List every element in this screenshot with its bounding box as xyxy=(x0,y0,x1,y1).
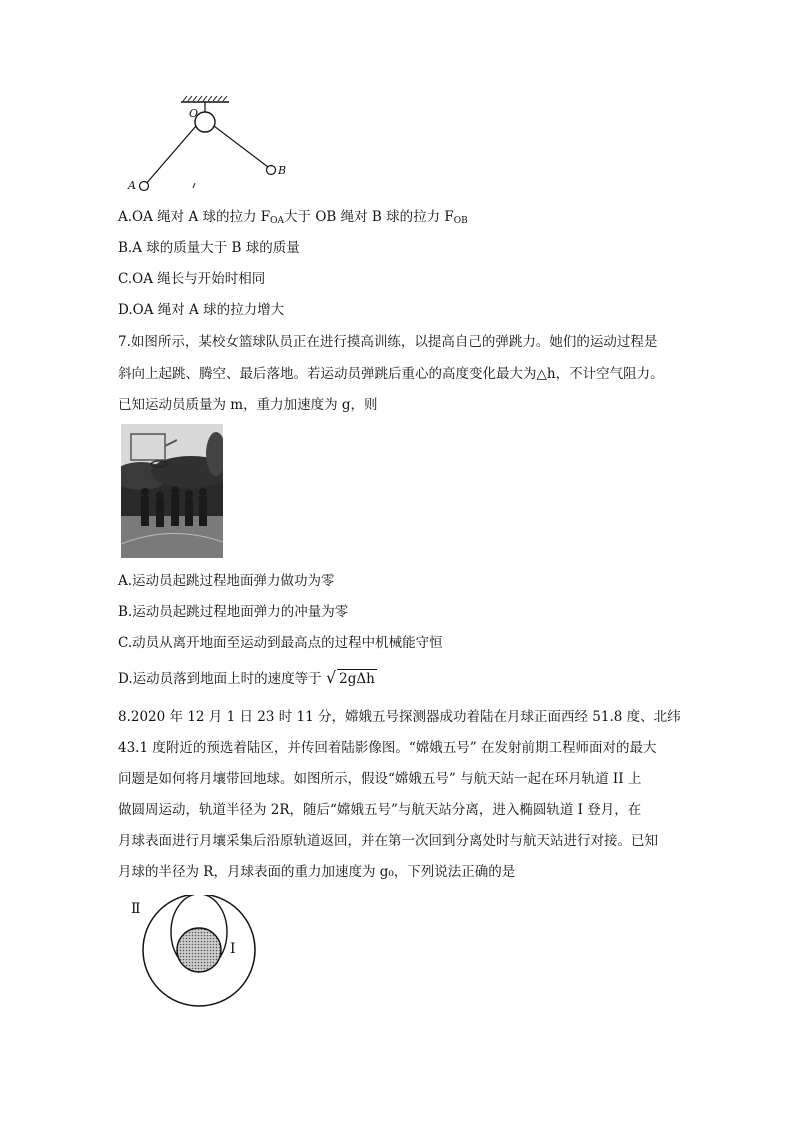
label-a: A xyxy=(128,179,136,192)
q6-option-d: D.OA 绳对 A 球的拉力增大 xyxy=(118,302,285,318)
q8-stem-line-3: 问题是如何将月壤带回地球。如图所示，假设“嫦娥五号” 与航天站一起在环月轨道 II 上 xyxy=(118,771,642,787)
label-orbit-i: Ⅰ xyxy=(230,941,236,957)
q6-option-a: A.OA 绳对 A 球的拉力 $F_{OA}$大于 OB 绳对 B 球的拉力 $F_{OB}$ xyxy=(118,209,468,226)
q8-stem-line-4: 做圆周运动，轨道半径为 2R，随后“嫦娥五号”与航天站分离，进入椭圆轨道 I 登月，在 xyxy=(118,802,642,818)
q8-stem-line-5: 月球表面进行月壤采集后沿原轨道返回，并在第一次回到分离处时与航天站进行对接。已知 xyxy=(118,833,658,849)
q7-option-a: A.运动员起跳过程地面弹力做功为零 xyxy=(118,573,335,589)
basketball-training-photo xyxy=(121,424,223,558)
q8-stem-line-6: 月球的半径为 R，月球表面的重力加速度为 g₀，下列说法正确的是 xyxy=(118,864,516,880)
orbit-diagram xyxy=(125,895,295,1010)
q7-stem-line-2: 斜向上起跳、腾空、最后落地。若运动员弹跳后重心的高度变化最大为△h，不计空气阻力。 xyxy=(118,366,664,382)
pulley-figure xyxy=(125,95,295,195)
q7-option-c: C.动员从离开地面至运动到最高点的过程中机械能守恒 xyxy=(118,635,443,651)
label-o: O xyxy=(189,107,199,120)
label-b: B xyxy=(278,164,287,177)
q6-option-b: B.A 球的质量大于 B 球的质量 xyxy=(118,240,300,256)
q7-option-d: D.运动员落到地面上时的速度等于 √ 2gΔh xyxy=(118,668,375,687)
orbit-figure xyxy=(125,895,295,1010)
sqrt-expression: √ 2gΔh xyxy=(325,668,375,687)
q8-stem-line-2: 43.1 度附近的预选着陆区，并传回着陆影像图。“嫦娥五号” 在发射前期工程师面对的最大 xyxy=(118,740,657,756)
q7-stem-line-1: 7.如图所示，某校女篮球队员正在进行摸高训练，以提高自己的弹跳力。她们的运动过程是 xyxy=(118,334,658,350)
photo-illustration xyxy=(121,424,223,558)
pulley-diagram xyxy=(125,95,295,195)
q7-stem-line-3: 已知运动员质量为 m，重力加速度为 g，则 xyxy=(118,397,378,413)
label-orbit-ii: Ⅱ xyxy=(131,901,141,917)
q6-option-c: C.OA 绳长与开始时相同 xyxy=(118,271,266,287)
q7-option-b: B.运动员起跳过程地面弹力的冲量为零 xyxy=(118,604,349,620)
q8-stem-line-1: 8.2020 年 12 月 1 日 23 时 11 分，嫦娥五号探测器成功着陆在月球正面西经 51.8 度、北纬 xyxy=(118,709,681,725)
